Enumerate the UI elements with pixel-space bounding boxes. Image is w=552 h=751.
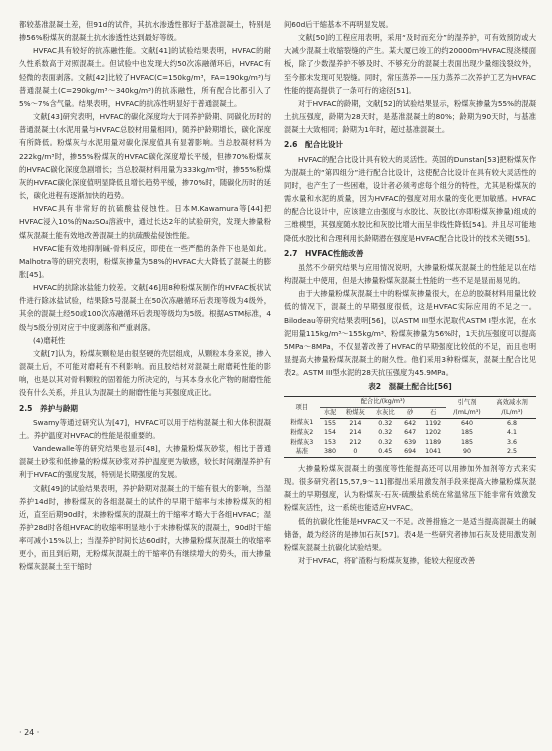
table-cell: 185 (461, 438, 474, 446)
paragraph: 虽然不少研究结果与应用情况说明，大掺量粉煤灰混凝土的性能足以在结构混凝土中使用，但是大掺量粉煤灰混凝土性能的一些不足是显而易见的。 (284, 262, 536, 286)
table-row (284, 447, 536, 457)
paragraph: Vandewalle等的研究结果也显示[48]，大掺量粉煤灰砂浆，相比于普通混凝土砂浆和低掺量的粉煤灰砂浆对养护温度更为敏感，较长时间潮湿养护有利于HVFAC的强度发展，特别是长期强度的发展。 (19, 444, 271, 480)
paragraph: Swamy等通过研究认为[47]，HVFAC可以用于结构混凝土和大体积混凝土。养护温度对HVFAC的性能是很重要的。 (19, 417, 271, 440)
paragraph: 文献[49]的试验结果表明，养护龄期对混凝土的干缩有很大的影响，当湿养护14d时，掺粉煤灰的各组混凝土的试件的早期干缩率与未掺粉煤灰的相近，直至后期90d时，未掺粉煤灰的混凝土的干缩率才略大于各组HVFAC；湿养护28d时各组HVFAC的收缩率明显地小于未掺粉煤灰的混凝土，90d时干缩率可减小15%以上；当湿养护时间长达60d时，大掺量粉煤灰混凝土的收缩率更小，而且到后期，无粉煤灰混凝土的干缩率仍有继续增大的势头，而大掺量粉煤灰混凝土至干缩时 (19, 483, 271, 572)
table-header: 项目 (284, 397, 320, 418)
table-cell: 185 (461, 429, 474, 437)
table-cell: 153 (324, 438, 337, 446)
paragraph: HVFAC的配合比设计具有较大的灵活性。英国的Dunstan[53]把粉煤灰作为混凝土的“第四组分”进行配合比设计，这使配合比设计在具有较大灵活性的同时，也产生了一些困难，设计者必须考虑每个组分的特性，尤其是粉煤灰的需水量和水泥的质量，因为HVFAC的强度对用水量的变化更加敏感。HVFAC的配合比设计中，应该建立由强度与水胶比、灰胶比(亦即粉煤灰掺量)组成的三维模型，其强度随水胶比和灰胶比增大而呈非线性降低[54]。并且尽可能地降低水胶比和合理利用长龄期潜在强度是HVFAC配合比设计的技术关键[55]。 (284, 154, 536, 243)
table-cell: 1192 (425, 419, 442, 427)
table-header: /(L/m³) (488, 407, 536, 418)
table-header: 配合比/(kg/m³) (320, 397, 446, 408)
paragraph: 对于HVFAC的龄期，文献[52]的试验结果显示，粉煤灰掺量为55%的混凝土抗压强度，龄期为28天时，是基准混凝土的80%；龄期为90天时，与基准混凝土大致相同；龄期为1年时，超过基准混凝土。 (284, 98, 536, 135)
table-cell: 647 (404, 429, 417, 437)
table-header: 高效减水剂 (488, 397, 536, 408)
table-header: 水泥 (320, 407, 341, 418)
paragraph: 大掺量粉煤灰混凝土的强度等性能提高还可以用掺加外加剂等方式来实现。很多研究者[15,57,9～11]都提出采用激发剂手段来提高大掺量粉煤灰混凝土的早期强度，认为粉煤灰-石灰-硫酸盐系统在常温常压下能非常有效激发粉煤灰活性，这一系统也能适应HVFAC。 (284, 463, 536, 513)
table-cell: 0.45 (370, 447, 400, 457)
table-cell: 粉煤灰2 (290, 429, 314, 437)
table-cell: 6.8 (507, 419, 518, 427)
table-cell: 380 (320, 447, 341, 457)
table-cell: 粉煤灰1 (290, 419, 314, 427)
paragraph: 对于HVFAC，将矿渣粉与粉煤灰复掺，能较大程度改善 (298, 555, 476, 565)
table-header: 水灰比 (370, 407, 400, 418)
table-header: 砂 (400, 407, 420, 418)
table-cell: 基准 (284, 447, 320, 457)
paragraph: 都较基准混凝土差，但91d的试件，其抗水渗透性都好于基准混凝土，特别是掺56%粉煤灰的混凝土抗水渗透性达到最好等级。 (19, 20, 271, 43)
table-cell: 642 (404, 419, 417, 427)
paragraph: 间60d后干缩基本不再明显发展。 (284, 20, 393, 29)
paragraph: 低的抗碳化性能是HVFAC又一不足。改善措施之一是适当提高混凝土的碱储备，最为经济的是掺加石灰[57]。表4是一些研究者掺加石灰及使用激发剂粉煤灰混凝土抗碳化试验结果。 (284, 516, 536, 552)
right-column (284, 18, 536, 574)
table-cell: 1041 (420, 447, 446, 457)
table-row (284, 418, 536, 428)
paragraph: 文献[50]的工程应用表明，采用“及时而充分”的湿养护，可有效预防或大大减少混凝土收缩裂缝的产生。某大厦已竣工的约20000m²HVFAC现浇楼面板，除了少数湿养护不够及时、不够充分的混凝土表面出现少量细浅裂纹外，至今都未发现可见裂缝。同时，常压蒸养——压力蒸养二次养护工艺为HVFAC性能的提高提供了一条可行的途径[51]。 (284, 33, 536, 95)
table-cell: 640 (461, 419, 474, 427)
table-header: 石 (420, 407, 446, 418)
mix-proportion-table (284, 396, 536, 458)
table-cell: 粉煤灰3 (290, 438, 314, 446)
table-cell: 214 (349, 419, 362, 427)
two-column-body (19, 18, 536, 574)
table-cell: 4.1 (507, 429, 518, 437)
table-caption: 表2 混凝土配合比[56] (368, 382, 452, 392)
table-cell: 214 (349, 429, 362, 437)
table-cell: 0.32 (378, 419, 393, 427)
table-cell: 639 (404, 438, 417, 446)
table-cell: 1202 (425, 429, 442, 437)
paragraph: HVFAC具有较好的抗冻融性能。文献[41]的试验结果表明，HVFAC的耐久性系数高于对照混凝土。但试验中也发现大约50次冻融循环后，HVFAC有轻微的表面剥落。文献[42]比较了HVFAC(C=150kg/m³，FA=190kg/m³)与普通混凝土(C=290kg/m³～340kg/m³)的抗冻融性，所有配合比都引入了5%～7%含气量。结果表明，HVFAC的抗冻性明显好于普通混凝土。 (19, 46, 271, 108)
table-row (284, 438, 536, 448)
table-header: 粉煤灰 (340, 407, 370, 418)
table-cell: 2.5 (488, 447, 536, 457)
table-cell: 694 (400, 447, 420, 457)
table-cell: 212 (349, 438, 362, 446)
paragraph: 由于大掺量粉煤灰混凝土中的粉煤灰掺量很大，在总的胶凝材料用量比较低的情况下，混凝土的早期强度很低，这是HVFAC实际应用的不足之一。Bilodeau等研究结果表明[56]，以ASTM III型水泥取代ASTM I型水泥，在水泥用量115kg/m³～155kg/m³、粉煤灰掺量为56%时，1天抗压强度可以提高5MPa～8MPa，不仅显著改善了HVFAC的早期强度比较低的不足，而且也明显提高大掺量粉煤灰混凝土的耐久性。他们采用3种粉煤灰，混凝土配合比见表2。ASTM III型水泥的28天抗压强度为45.9MPa。 (284, 289, 536, 378)
paragraph: 文献[43]研究表明，HVFAC的碳化深度均大于同养护龄期、同碳化历时的普通混凝土(水泥用量与HVFAC总胶材用量相同)，随养护龄期增长，碳化深度有所降低。粉煤灰与水泥用量对碳化深度值具有显著影响。当总胶凝材料为222kg/m³时，掺55%粉煤灰的HVFAC碳化深度增长平缓，但掺70%粉煤灰的HVFAC碳化深度急剧增长；当总胶凝材料用量为333kg/m³时，掺55%粉煤灰的HVFAC碳化深度值明显降低且增长趋势平缓，掺70%时，随碳化历时的延长，碳化进程有逐渐加快的趋势。 (19, 112, 271, 201)
table-cell: 0.32 (378, 438, 393, 446)
table-cell: 154 (324, 429, 337, 437)
table-header: /(mL/m³) (446, 407, 488, 418)
table-cell: 0 (340, 447, 370, 457)
section-heading: 2.6 配合比设计 (284, 140, 344, 150)
left-column (19, 18, 271, 574)
section-heading: 2.5 养护与龄期 (19, 403, 79, 413)
subheading: (4)磨耗性 (33, 335, 66, 345)
table-cell: 90 (446, 447, 488, 457)
paragraph: HVFAC的抗除冰盐能力较差。文献[46]用8种粉煤灰制作的HVFAC板状试件进行除冰盐试验，结果除5号混凝土在50次冻融循环后表现等级为4级外，其余的混凝土经50或100次冻融循环后表现等级均为5级。根据ASTM标准，4级与5级分别对应于中度剥落和严重剥落。 (19, 283, 271, 332)
table-cell: 155 (324, 419, 337, 427)
paragraph: HVFAC能有效地抑制碱-骨料反应，即使在一些严酷的条件下也是如此。Malhotra等的研究表明，粉煤灰掺量为58%的HVFAC大大降低了混凝土的膨胀[45]。 (19, 243, 271, 279)
table-cell: 1189 (425, 438, 442, 446)
table-cell: 3.6 (507, 438, 518, 446)
table-row (284, 428, 536, 438)
table-header: 引气剂 (446, 397, 488, 408)
paragraph: 文献[7]认为，粉煤灰颗粒是由很坚硬的壳层组成，从颗粒本身来说，掺入混凝土后，不可能对磨耗有不利影响。而且胶结材对混凝土耐磨耗性能的影响，也是以其对骨料颗粒的固着能力所决定的，与其本身水化产物的耐磨性能没有什么关系，并且认为混凝土的耐磨性能与其强度成正比。 (19, 348, 271, 398)
page-number: · 24 · (19, 728, 40, 737)
paragraph: HVFAC具有非常好的抗硫酸盐侵蚀性。日本M.Kawamura等[44]把HVFAC浸入10%的Na₂SO₄溶液中，通过长达2年的试验研究，发现大掺量粉煤灰混凝土能有效地改善混凝土的抗硫酸盐侵蚀性能。 (19, 204, 271, 240)
section-heading: 2.7 HVFAC性能改善 (284, 248, 364, 258)
table-cell: 0.32 (378, 429, 393, 437)
